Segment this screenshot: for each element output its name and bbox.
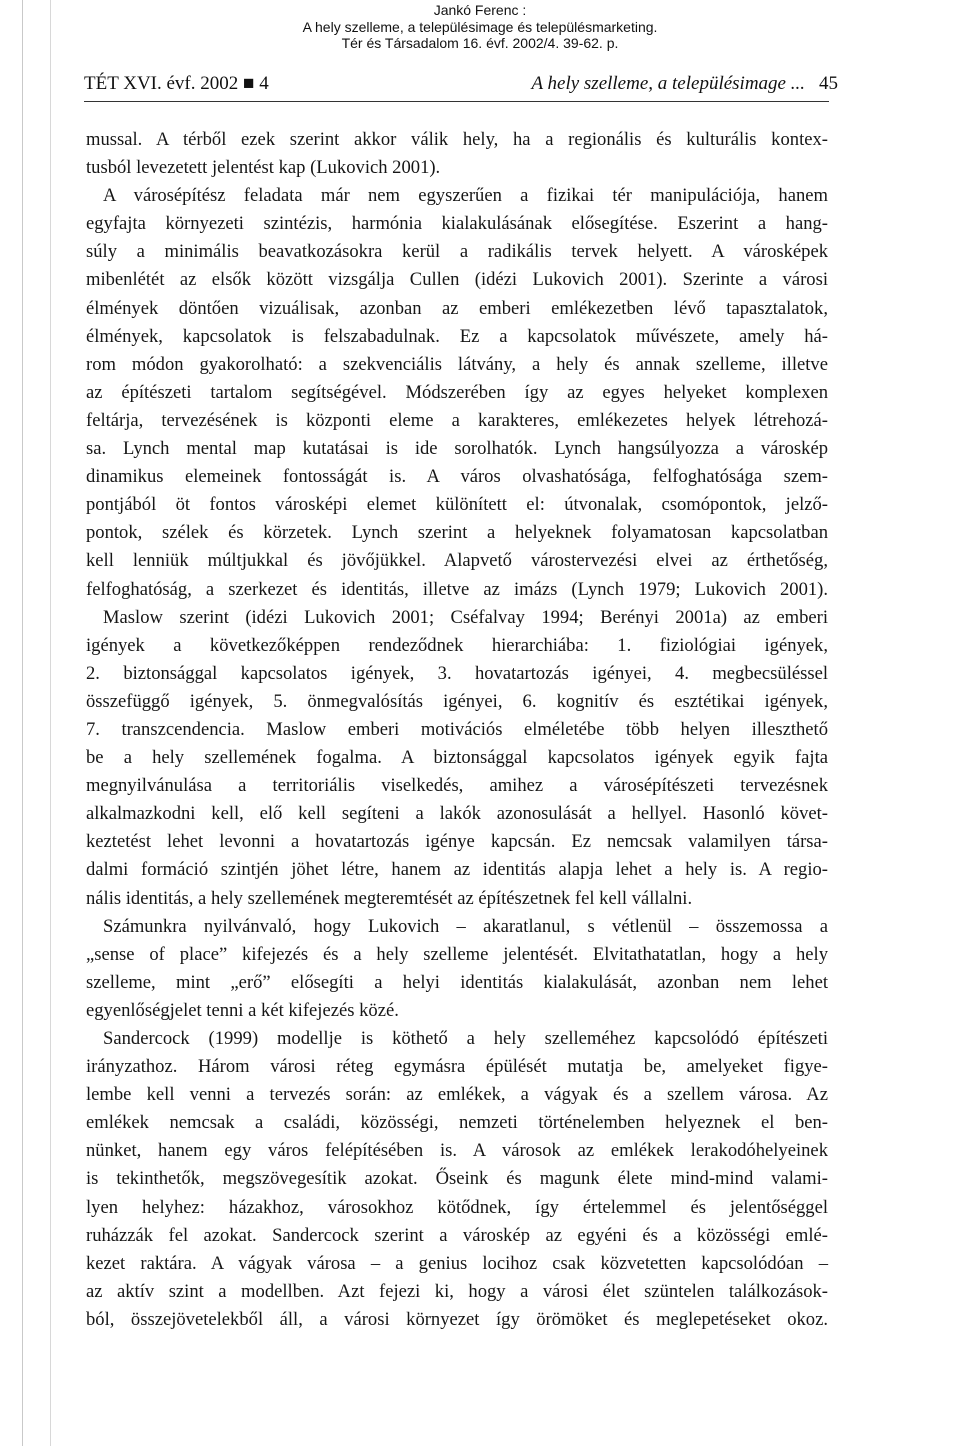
text-line: keztetést lehet levonni a hovatartozás igénye kapcsán. Ez nemcsak valamilyen társa- — [86, 831, 828, 853]
text-line: nünket, hanem egy város felépítésében is. A városok az emlékek lerakodóhelyeinek — [86, 1140, 828, 1162]
page-number: 45 — [819, 73, 838, 94]
text-line: A városépítész feladata már nem egyszerűen a fizikai tér manipulációja, hanem — [103, 185, 828, 207]
text-line: igények a következőképpen rendeződnek hierarchiába: 1. fiziológiai igények, — [86, 634, 828, 656]
text-line: az építészeti tartalom segítségével. Módszerében így az egyes helyeket komplexen — [86, 381, 828, 403]
text-line: nális identitás, a hely szellemének megteremtését az építészetnek fel kell vállalni. — [86, 887, 693, 909]
text-line: élmények, kapcsolatok is felszabadulnak. Ez a kapcsolatok művészete, amely há- — [86, 325, 828, 347]
text-line: emlékek nemcsak a családi, közösségi, nemzeti történelemben helyeznek el ben- — [86, 1112, 828, 1134]
text-line: szelleme, mint „erő” elősegíti a helyi identitás kialakulását, azonban nem lehet — [86, 971, 828, 993]
text-line: be a hely szellemének fogalma. A biztonsággal kapcsolatos igények egyik fajta — [86, 747, 828, 769]
text-line: kell lenniük múltjukkal és jövőjükkel. Alapvető várostervezési elvei az érthetőség, — [86, 550, 828, 572]
text-line: is tekinthetők, megszövegesítik azokat. Őseink és magunk élete mind-mind valami- — [86, 1168, 828, 1190]
text-line: Maslow szerint (idézi Lukovich 2001; Cséfalvay 1994; Berényi 2001a) az emberi — [103, 606, 828, 628]
text-line: pontok, szélek és körzetek. Lynch szerint a helyeknek folyamatosan kapcsolatban — [86, 522, 828, 544]
citation-author: Jankó Ferenc : — [433, 2, 527, 18]
text-line: „sense of place” kifejezés és a hely szelleme jelentését. Elvitathatatlan, hogy a hely — [86, 943, 828, 965]
text-line: egyfajta környezeti szintézis, harmónia kialakulásának elősegítése. Eszerint a hang- — [86, 213, 828, 235]
text-line: pontjából öt fontos városképi elemet különített el: útvonalak, csomópontok, jelző- — [86, 494, 828, 516]
citation-header — [0, 2, 960, 52]
text-line: összefüggő igények, 5. önmegvalósítás igényei, 6. kognitív és esztétikai igények, — [86, 690, 828, 712]
text-line: sa. Lynch mental map kutatásai is ide sorolhatók. Lynch hangsúlyozza a városkép — [86, 438, 828, 460]
text-line: ból, összejövetelekből áll, a városi környezet így örömöket és meglepetéseket okoz. — [86, 1308, 828, 1330]
header-rule — [84, 101, 829, 102]
text-line: alkalmazkodni kell, elő kell segíteni a lakók azonosulását a hellyel. Hasonló követ- — [86, 803, 828, 825]
body-text — [86, 126, 828, 1334]
text-line: megnyilvánulása a territoriális viselkedés, amihez a városépítészeti tervezésnek — [86, 775, 828, 797]
text-line: rom módon gyakorolható: a szekvenciális látvány, a hely és annak szelleme, illetve — [86, 353, 828, 375]
running-title: A hely szelleme, a településimage ... — [531, 73, 805, 94]
text-line: feltárja, tervezésének is központi eleme a karakteres, emlékezetes helyek létrehozá- — [86, 409, 828, 431]
text-line: 2. biztonsággal kapcsolatos igények, 3. hovatartozás igényei, 4. megbecsüléssel — [86, 662, 828, 684]
scan-edge-line — [22, 0, 23, 1446]
text-line: 7. transzcendencia. Maslow emberi motivációs elméletébe több helyen illeszthető — [86, 718, 828, 740]
text-line: Sandercock (1999) modellje is köthető a hely szelleméhez kapcsolódó építészeti — [103, 1028, 828, 1049]
text-line: mibenlétét az elsők között vizsgálja Cullen (idézi Lukovich 2001). Szerinte a városi — [86, 269, 828, 291]
citation-source: Tér és Társadalom 16. évf. 2002/4. 39-62. p. — [341, 35, 619, 51]
text-line: Számunkra nyilvánvaló, hogy Lukovich – akaratlanul, s vétlenül – összemossa a — [103, 915, 828, 937]
text-line: dalmi formáció szintjén jöhet létre, hanem az identitás alapja lehet a hely is. A regio- — [86, 859, 828, 881]
running-head — [84, 73, 838, 101]
citation-title: A hely szelleme, a településimage és településmarketing. — [302, 18, 658, 35]
text-line: tusból levezetett jelentést kap (Lukovich 2001). — [86, 157, 441, 179]
text-line: élmények döntően vizuálisak, azonban az emberi emlékezetben lévő tapasztalatok, — [86, 297, 828, 319]
text-line: súly a minimális beavatkozásokra kerül a radikális tervek helyett. A városképek — [86, 241, 828, 263]
scan-edge-line — [50, 0, 51, 1446]
text-line: az aktív szint a modellben. Azt fejezi ki, hogy a városi élet szüntelen találkozások- — [86, 1280, 828, 1302]
text-line: irányzathoz. Három városi réteg egymásra épülését mutatja be, amelyeket figye- — [86, 1056, 828, 1078]
text-line: mussal. A térből ezek szerint akkor válik hely, ha a regionális és kulturális kontex- — [86, 129, 828, 150]
text-line: dinamikus elemeinek fontosságát is. A város olvashatósága, felfoghatósága szem- — [86, 466, 828, 488]
text-line: kezet raktára. A vágyak városa – a genius locihoz csak közvetetten kapcsolódóan – — [86, 1252, 828, 1274]
text-line: felfoghatóság, a szerkezet és identitás, illetve az imázs (Lynch 1979; Lukovich 2001). — [86, 578, 828, 600]
journal-issue: TÉT XVI. évf. 2002 ■ 4 — [84, 73, 269, 94]
article-short-title — [532, 73, 839, 95]
text-line: egyenlőségjelet tenni a két kifejezés közé. — [86, 999, 399, 1021]
text-line: lembe kell venni a tervezés során: az emlékek, a vágyak és a szellem városa. Az — [86, 1084, 828, 1106]
text-line: ruházzák fel azokat. Sandercock szerint a városkép az egyéni és a közösségi emlé- — [86, 1224, 828, 1246]
text-line: lyen helyhez: házakhoz, városokhoz kötődnek, így értelemmel és jelentőséggel — [86, 1196, 828, 1218]
